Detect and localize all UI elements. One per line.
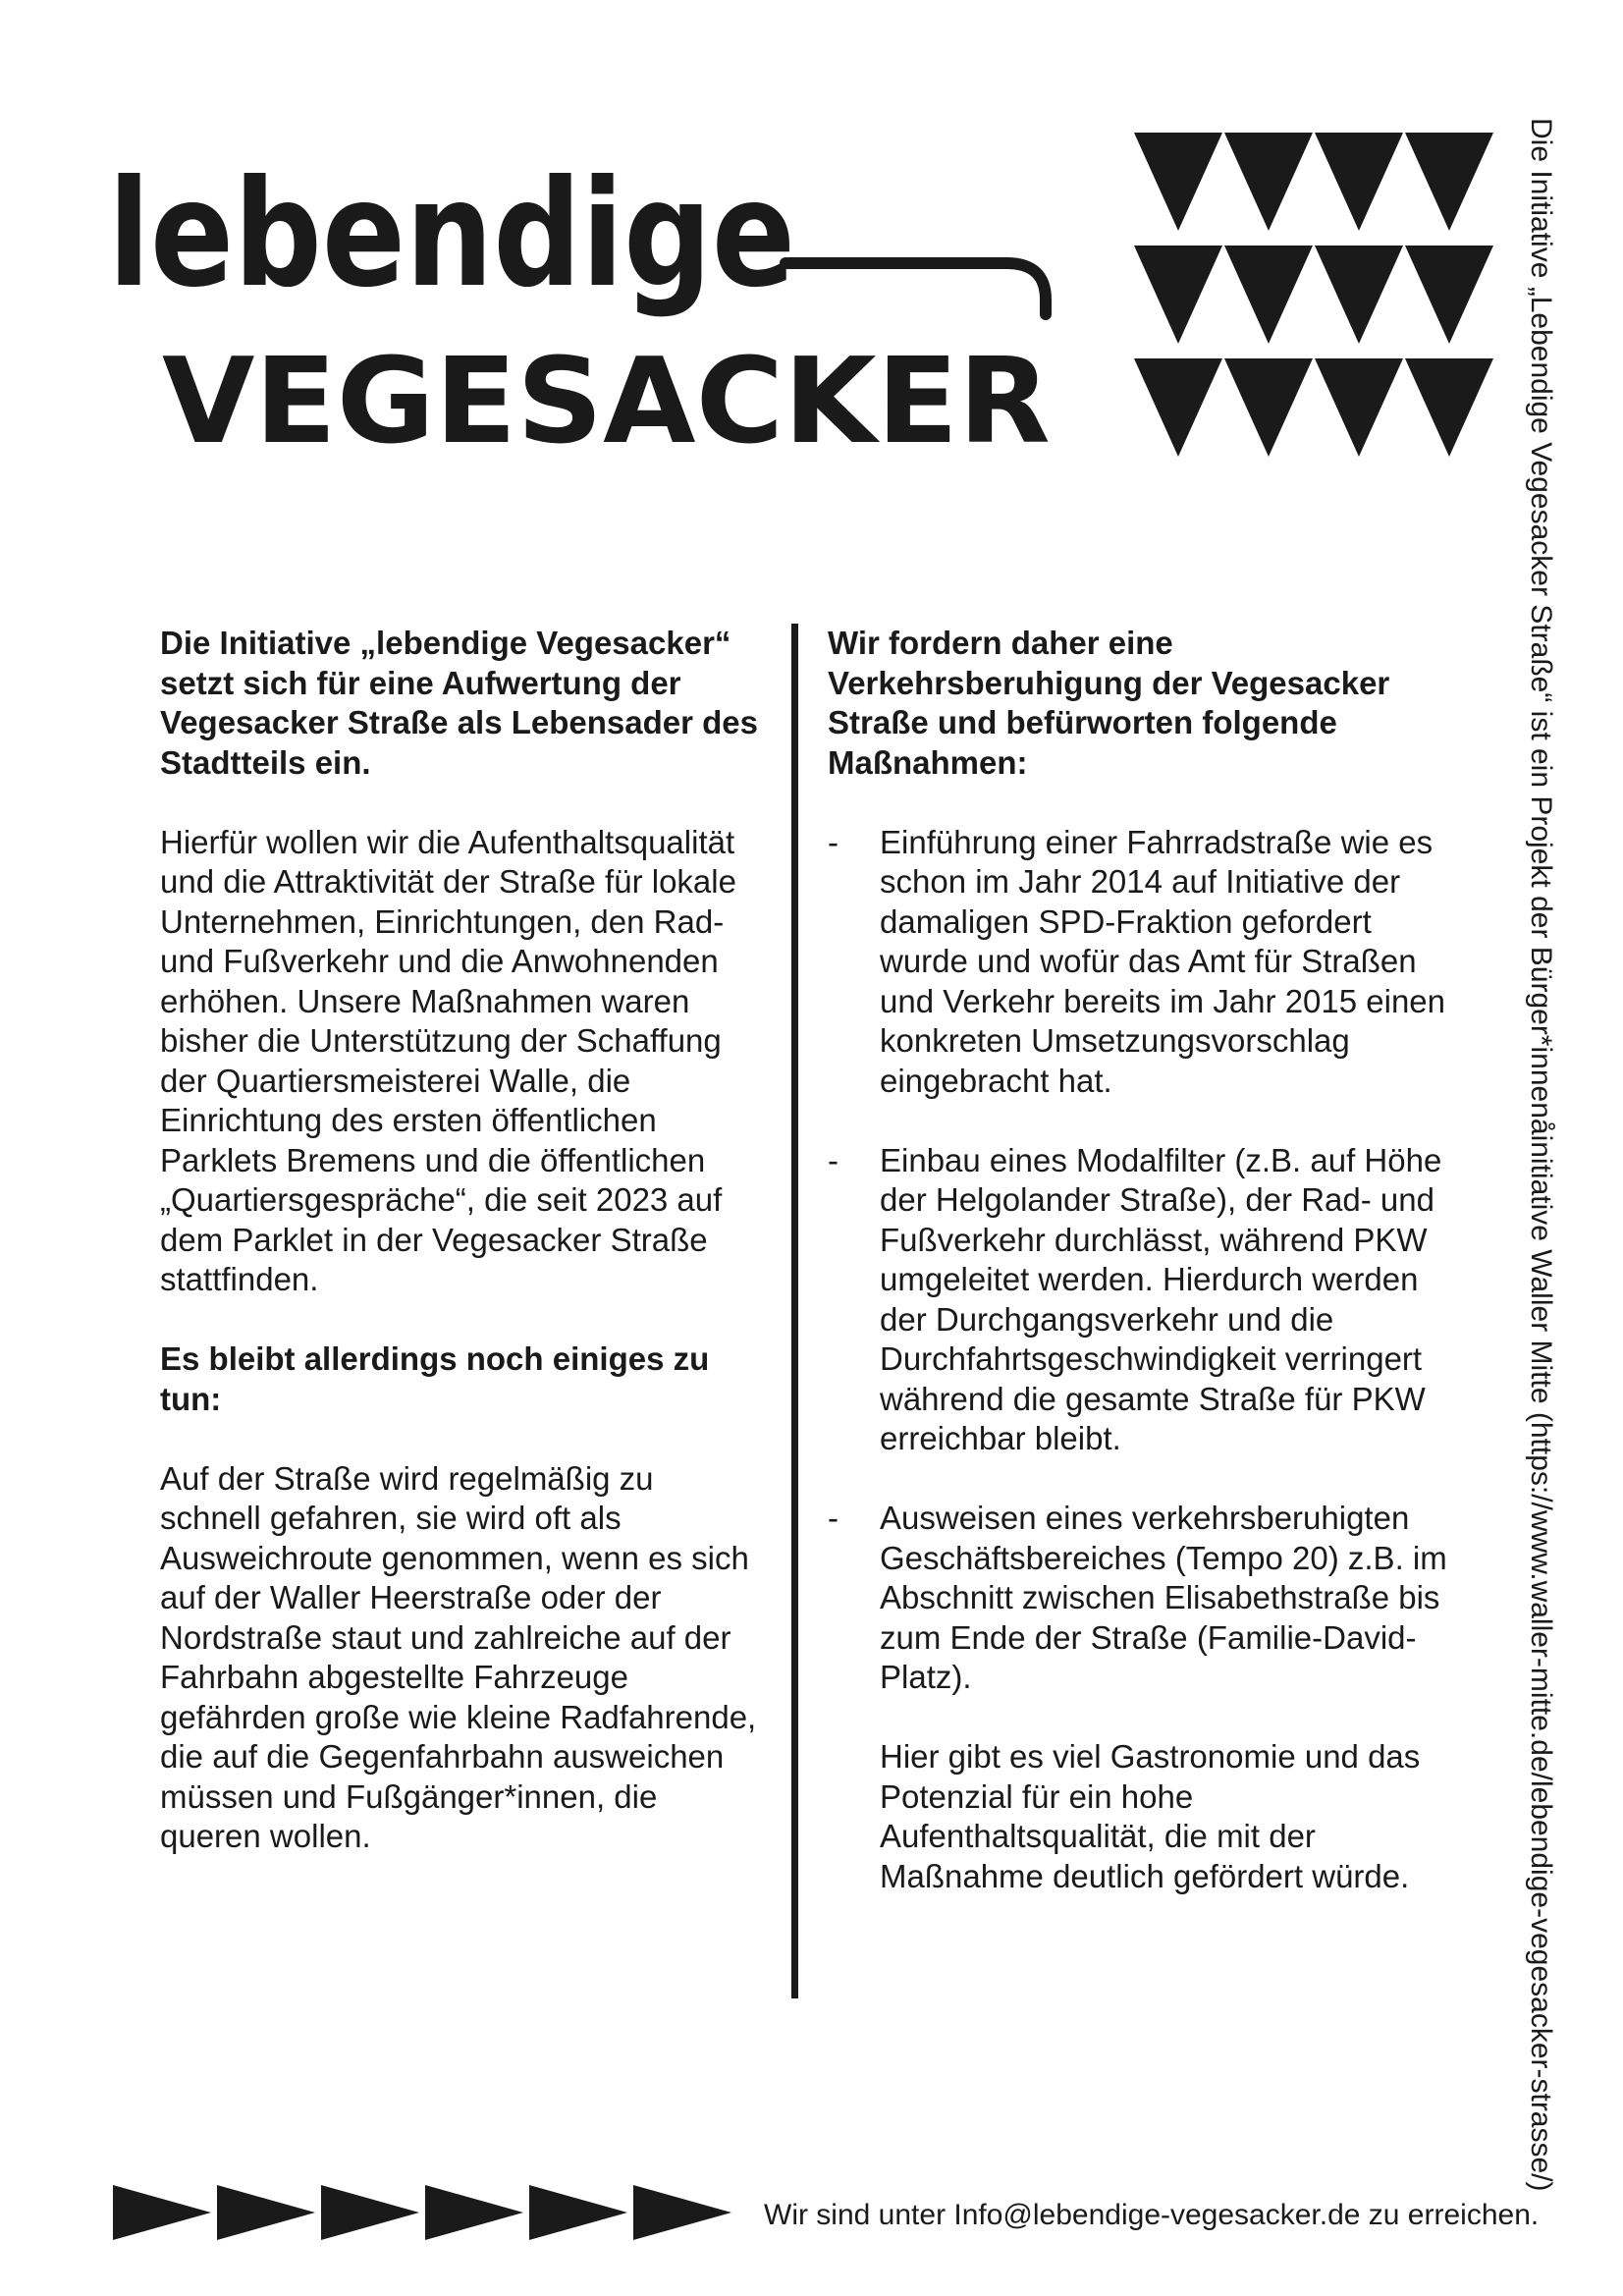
closing-paragraph: Hier gibt es viel Gastronomie und das Potenzial für ein hohe Aufenthaltsqualität, die mit der Maßnahme deutlich gefördert würde. xyxy=(880,1738,1421,1894)
triangle-pattern xyxy=(1124,128,1497,462)
intro-paragraph: Die Initiative „lebendige Vegesacker“ setzt sich für eine Aufwertung der Vegesacker Straße als Lebensader des Stadtteils ein. xyxy=(160,625,759,781)
list-item xyxy=(828,823,1456,1102)
todo-heading: Es bleibt allerdings noch einiges zu tun: xyxy=(160,1340,710,1417)
logo-graphic xyxy=(108,147,1090,471)
contact-footer: Wir sind unter Info@lebendige-vegesacker.de zu erreichen. xyxy=(764,2199,1540,2231)
triangle-shape xyxy=(1224,246,1313,344)
triangle-shape xyxy=(1315,133,1403,231)
triangle-shape xyxy=(1405,246,1493,344)
demands-list xyxy=(828,823,1456,1698)
arrow-shape xyxy=(113,2185,211,2240)
list-item-text: Ausweisen eines verkehrsberuhigten Geschäftsbereiches (Tempo 20) z.B. im Abschnitt zwischen Elisabethstraße bis zum Ende der Straße (Familie-David-Platz). xyxy=(880,1500,1447,1695)
arrow-shape xyxy=(529,2185,627,2240)
arrow-shape xyxy=(217,2185,315,2240)
left-column xyxy=(160,624,759,1896)
triangle-shape xyxy=(1405,358,1493,457)
arrow-shape xyxy=(425,2185,523,2240)
triangle-shape xyxy=(1134,133,1222,231)
problems-paragraph: Auf der Straße wird regelmäßig zu schnell gefahren, sie wird oft als Ausweichroute genommen, wenn es sich auf der Waller Heerstraße oder der Nordstraße staut und zahlreiche auf der Fahrbahn abgestellte Fahrzeuge gefährden große wie kleine Radfahrende, die auf die Gegenfahrbahn ausweichen müssen und Fußgänger*innen, die queren wollen. xyxy=(160,1459,757,1854)
list-dash: - xyxy=(828,1141,839,1178)
triangle-shape xyxy=(1315,246,1403,344)
list-dash: - xyxy=(828,1500,839,1536)
triangle-shape xyxy=(1315,358,1403,457)
logo-word-vegesacker: VEGESACKER xyxy=(162,334,1051,470)
demands-heading: Wir fordern daher eine Verkehrsberuhigung der Vegesacker Straße und befürworten folgende Maßnahmen: xyxy=(828,625,1390,781)
list-item-text: Einführung einer Fahrradstraße wie es schon im Jahr 2014 auf Initiative der damaligen SPD-Fraktion gefordert wurde und wofür das Amt für Straßen und Verkehr bereits im Jahr 2015 einen konkreten Umsetzungsvorschlag eingebracht hat. xyxy=(880,823,1446,1099)
triangle-shape xyxy=(1134,358,1222,457)
arrow-pattern xyxy=(113,2185,741,2244)
list-item xyxy=(828,1141,1456,1459)
arrow-shape xyxy=(633,2185,731,2240)
list-dash: - xyxy=(828,823,839,860)
right-column xyxy=(828,624,1456,1937)
arrow-pattern-graphic xyxy=(113,2185,741,2244)
list-item xyxy=(828,1499,1456,1698)
logo-swoosh xyxy=(785,263,1046,314)
logo xyxy=(108,147,1090,471)
column-divider xyxy=(791,624,798,1998)
logo-word-lebendige: lebendige xyxy=(108,149,795,320)
arrow-shape xyxy=(321,2185,419,2240)
measures-paragraph: Hierfür wollen wir die Aufenthaltsqualität und die Attraktivität der Straße für lokale Unternehmen, Einrichtungen, den Rad- und Fußverkehr und die Anwohnenden erhöhen. Unsere Maßnahmen waren bisher die Unterstützung der Schaffung der Quartiersmeisterei Walle, die Einrichtung des ersten öffentlichen Parklets Bremens und die öffentlichen „Quartiersgespräche“, die seit 2023 auf dem Parklet in der Vegesacker Straße stattfinden. xyxy=(160,823,736,1297)
triangle-shape xyxy=(1405,133,1493,231)
triangle-pattern-graphic xyxy=(1124,128,1497,462)
triangle-shape xyxy=(1224,358,1313,457)
side-project-note: Die Initiative „Lebendige Vegesacker Straße“ ist ein Projekt der Bürger*innenåinitiative Waller Mitte (https://www.waller-mitte.de/lebendige-vegesacker-strasse/) xyxy=(1525,118,1557,2192)
list-item-text: Einbau eines Modalfilter (z.B. auf Höhe der Helgolander Straße), der Rad- und Fußverkehr durchlässt, während PKW umgeleitet werden. Hierdurch werden der Durchgangsverkehr und die Durchfahrtsgeschwindigkeit verringert während die gesamte Straße für PKW erreichbar bleibt. xyxy=(880,1141,1442,1456)
triangle-shape xyxy=(1224,133,1313,231)
triangle-shape xyxy=(1134,246,1222,344)
